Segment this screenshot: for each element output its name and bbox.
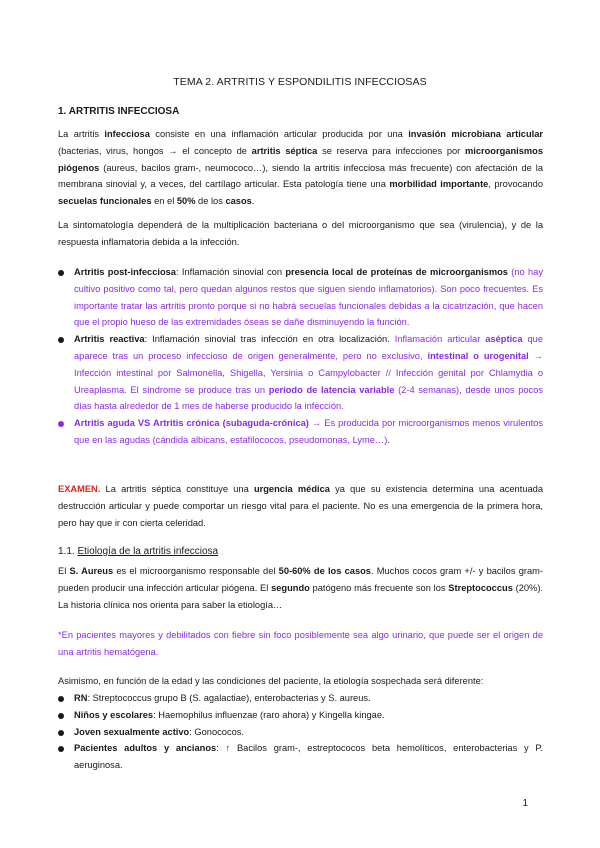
text-run: es el microorganismo responsable del	[113, 566, 279, 576]
text-run: (aureus, bacilos gram-, neumococo…), siendo la artritis infecciosa más frecuente) con afectación de la membrana sinovial y, a veces, del cartílago articular. Esta patología tiene una	[58, 162, 543, 190]
exam-label: EXAMEN.	[58, 484, 101, 494]
bullet-icon	[58, 337, 64, 343]
list-item	[58, 740, 543, 774]
section-heading: 1. ARTRITIS INFECCIOSA	[58, 106, 180, 117]
text-run: (bacterias, virus, hongos → el concepto de	[58, 145, 252, 156]
bullet-icon	[58, 696, 64, 702]
text-run: , provocando	[488, 179, 543, 190]
text-run: . Muchos cocos gram +/- y bacilos gram- pueden producir una infección articular piógena. El	[58, 566, 543, 593]
bold-term: artritis séptica	[251, 145, 318, 156]
highlighted-bold: aséptica	[485, 334, 523, 345]
bold-term: invasión microbiana articular	[408, 129, 543, 139]
note-paragraph: *En pacientes mayores y debilitados con fiebre sin foco posiblemente sea algo urinario, que puede ser el origen de una artritis hematógena.	[58, 630, 543, 657]
text-run: La artritis séptica constituye una	[100, 484, 254, 494]
page-title: TEMA 2. ARTRITIS Y ESPONDILITIS INFECCIOSAS	[173, 76, 427, 88]
highlighted-bold: intestinal o urogenital	[427, 350, 529, 361]
text-run: : Haemophilus influenzae (raro ahora) y Kingella kingae.	[153, 709, 385, 720]
text-run: : Inflamación sinovial tras infección en otra localización.	[144, 334, 395, 345]
list-item	[58, 707, 543, 724]
bullet-icon	[58, 421, 64, 427]
etiology-by-age-list	[58, 690, 543, 774]
highlighted-text: (2-4 semanas), desde unos pocos días hasta alrededor de 1 mes de haberse producido la infección.	[74, 384, 543, 412]
bold-term: Niños y escolares	[74, 709, 154, 720]
bullet-icon	[58, 746, 64, 752]
text-run: : Streptococcus grupo B (S. agalactiae), enterobacterias y S. aureus.	[87, 693, 371, 703]
bold-term: segundo	[271, 582, 310, 593]
text-run: patógeno más frecuente son los	[309, 582, 449, 593]
highlighted-text: → Es producida por microorganismos menos virulentos que en las agudas (cándida albicans, estafilococos, pseudomonas, Lyme…)	[74, 418, 543, 445]
bold-term: S. Aureus	[69, 566, 114, 576]
list-item	[58, 690, 543, 707]
text-run: se reserva para infecciones por	[317, 145, 465, 156]
bold-term: 50-60% de los casos	[278, 566, 371, 576]
highlighted-text: Inflamación articular	[394, 334, 486, 345]
bold-term: infecciosa	[104, 129, 150, 139]
bold-term: presencia local de proteínas de microorganismos	[285, 267, 508, 277]
list-item	[58, 331, 543, 415]
text-run: : ↑ Bacilos gram-, estreptococos beta hemolíticos, enterobacterias y P. aeruginosa.	[74, 743, 543, 771]
bold-term: morbilidad importante	[389, 179, 489, 190]
highlighted-text: → Infección intestinal por Salmonella, Shigella, Yersinia o Campylobacter // Infección genital por Chlamydia o Ureaplasma. El síndrome se produce tras un	[74, 350, 544, 395]
bold-term: RN	[74, 693, 88, 703]
list-item	[58, 724, 543, 741]
sintomatologia-paragraph: La sintomatología dependerá de la multiplicación bacteriana o del microorganismo que sea (virulencia), y de la respuesta inflamatoria debida a la infección.	[58, 220, 543, 247]
text-run: : Gonococos.	[189, 726, 245, 737]
list-item	[58, 264, 543, 331]
subsection-title: Etiología de la artritis infecciosa	[77, 546, 219, 557]
bold-term: microorganismos piógenos	[58, 145, 543, 173]
page-number: 1	[522, 798, 528, 809]
text-run: ya que su existencia determina una acentuada destrucción articular y puede comportar un riesgo vital para el paciente. No es una emergencia de la primera hora, pero hay que ir con cierta celeridad.	[58, 484, 543, 528]
text-run: .	[251, 196, 255, 207]
bold-term: 50%	[176, 196, 196, 207]
text-run: (20%). La historia clínica nos orienta para saber la etiología…	[58, 582, 544, 610]
list-item	[58, 415, 543, 449]
arthritis-types-list	[58, 264, 543, 449]
examen-paragraph	[58, 481, 543, 531]
text-run: consiste en una inflamación articular producida por una	[149, 129, 409, 139]
text-run: de los	[195, 196, 226, 207]
highlighted-text: que aparece tras un proceso infeccioso de origen generalmente, pero no exclusivo,	[74, 334, 543, 361]
bold-term: secuelas funcionales	[58, 196, 152, 207]
bold-term: casos	[225, 196, 252, 207]
bullet-icon	[58, 730, 64, 736]
bold-term: Artritis post-infecciosa	[74, 267, 176, 277]
bold-term: Streptococcus	[448, 582, 513, 593]
intro-paragraph	[58, 126, 543, 210]
text-run: : Inflamación sinovial con	[175, 267, 286, 277]
highlighted-text: (no hay cultivo positivo como tal, pero quedan algunos restos que siguen siendo inflamatorios). Son poco frecuentes. Es importante tratar las artritis pronto porque si no habrá secuelas funcionales debidas a la cicatrización, que hacen que el propio hueso de las extremidades óseas se dañe disminuyendo la función.	[74, 267, 543, 328]
etiologia-paragraph	[58, 563, 543, 613]
text-run: .	[387, 434, 390, 445]
bold-term: Joven sexualmente activo	[74, 726, 190, 737]
bold-term: urgencia médica	[253, 484, 330, 494]
text-run: La artritis	[58, 129, 105, 139]
highlighted-bold: Artritis aguda VS Artritis crónica (subaguda-crónica)	[74, 418, 309, 429]
text-run: El	[58, 566, 70, 576]
bullet-icon	[58, 270, 64, 276]
subsection-number: 1.1.	[58, 546, 75, 557]
asimismo-paragraph: Asimismo, en función de la edad y las condiciones del paciente, la etiología sospechada será diferente:	[58, 676, 484, 686]
bold-term: Pacientes adultos y ancianos	[74, 743, 217, 754]
bold-term: Artritis reactiva	[74, 334, 145, 345]
bullet-icon	[58, 713, 64, 719]
highlighted-bold: periodo de latencia variable	[268, 384, 395, 395]
subsection-heading	[58, 546, 218, 557]
text-run: en el	[151, 196, 177, 207]
